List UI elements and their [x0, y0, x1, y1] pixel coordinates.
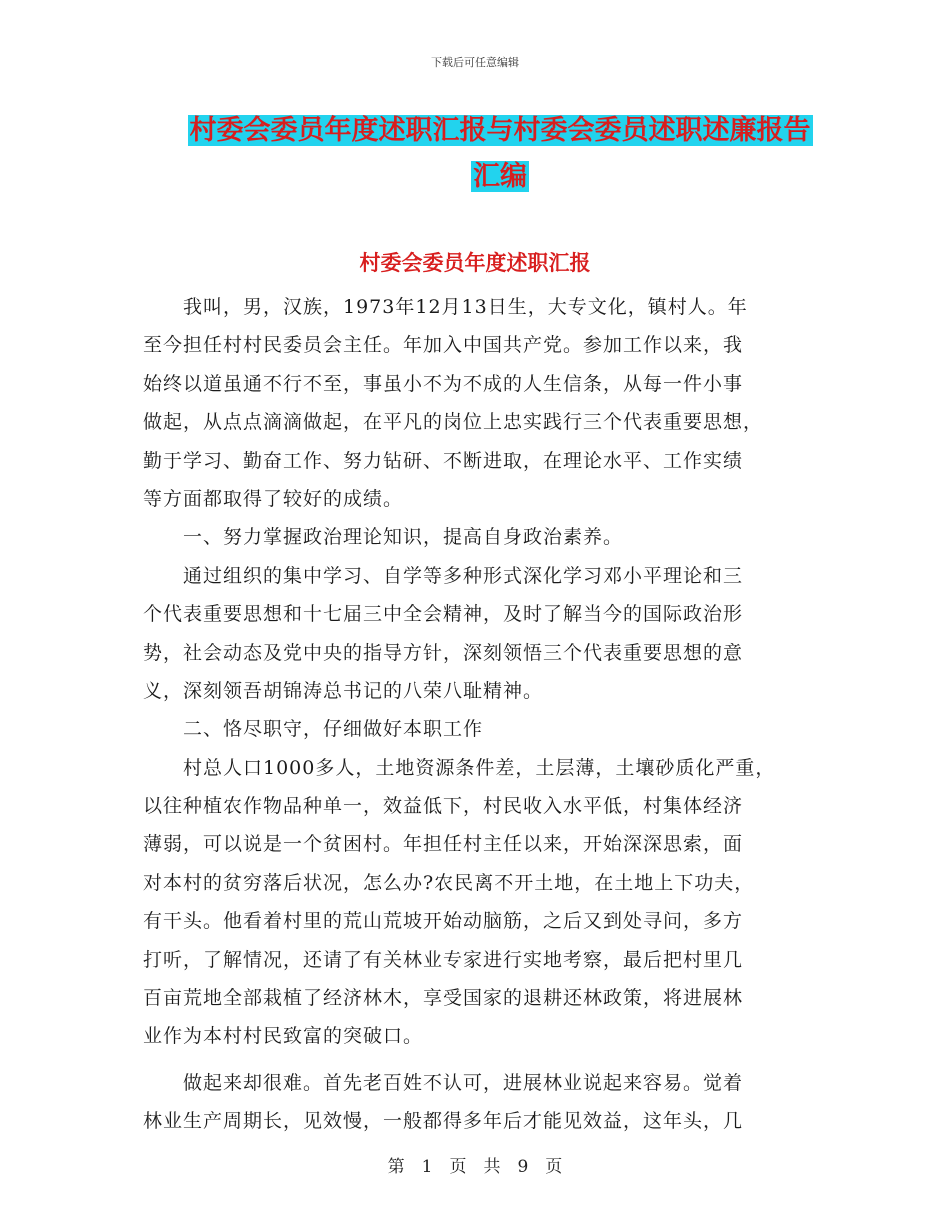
body-line: 做起，从点点滴滴做起，在平凡的岗位上忠实践行三个代表重要思想， [143, 411, 764, 434]
body-line: 个代表重要思想和十七届三中全会精神，及时了解当今的国际政治形 [143, 603, 744, 626]
body-line: 义，深刻领吾胡锦涛总书记的八荣八耻精神。 [143, 679, 544, 702]
document-title [150, 108, 850, 200]
body-line: 通过组织的集中学习、自学等多种形式深化学习邓小平理论和三 [143, 564, 744, 587]
document-title-line-1: 村委会委员年度述职汇报与村委会委员述职述廉报告 [189, 115, 811, 146]
document-title-line-2: 汇编 [473, 161, 527, 192]
page-footer: 第 1 页 共 9 页 [387, 1157, 563, 1177]
section-title: 村委会委员年度述职汇报 [359, 251, 591, 275]
body-line: 林业生产周期长，见效慢，一般都得多年后才能见效益，这年头，几 [143, 1110, 744, 1133]
body-line: 做起来却很难。首先老百姓不认可，进展林业说起来容易。觉着 [143, 1071, 744, 1094]
body-line: 势，社会动态及党中央的指导方针，深刻领悟三个代表重要思想的意 [143, 641, 744, 664]
body-line: 村总人口1000多人，土地资源条件差，土层薄，土壤砂质化严重， [143, 756, 776, 779]
body-line: 有干头。他看着村里的荒山荒坡开始动脑筋，之后又到处寻问，多方 [143, 910, 744, 933]
body-line: 始终以道虽通不行不至，事虽小不为不成的人生信条，从每一件小事 [143, 372, 744, 395]
body-line: 至今担任村村民委员会主任。年加入中国共产党。参加工作以来，我 [143, 334, 744, 357]
body-line: 打听，了解情况，还请了有关林业专家进行实地考察，最后把村里几 [143, 948, 744, 971]
body-line: 业作为本村村民致富的突破口。 [143, 1025, 424, 1048]
body-line: 二、恪尽职守，仔细做好本职工作 [143, 718, 484, 741]
body-line: 百亩荒地全部栽植了经济林木，享受国家的退耕还林政策，将进展林 [143, 987, 744, 1010]
body-line: 等方面都取得了较好的成绩。 [143, 487, 404, 510]
body-line: 一、努力掌握政治理论知识，提高自身政治素养。 [143, 526, 624, 549]
body-line: 薄弱，可以说是一个贫困村。年担任村主任以来，开始深深思索，面 [143, 833, 744, 856]
body-line: 对本村的贫穷落后状况，怎么办?农民离不开土地，在土地上下功夫， [143, 871, 755, 894]
page-header: 下载后可任意编辑 [431, 56, 519, 69]
body-line: 以往种植农作物品种单一，效益低下，村民收入水平低，村集体经济 [143, 795, 744, 818]
body-line: 我叫，男，汉族，1973年12月13日生，大专文化，镇村人。年 [143, 296, 748, 318]
document-body [143, 288, 819, 1141]
body-line: 勤于学习、勤奋工作、努力钻研、不断进取，在理论水平、工作实绩 [143, 449, 744, 472]
